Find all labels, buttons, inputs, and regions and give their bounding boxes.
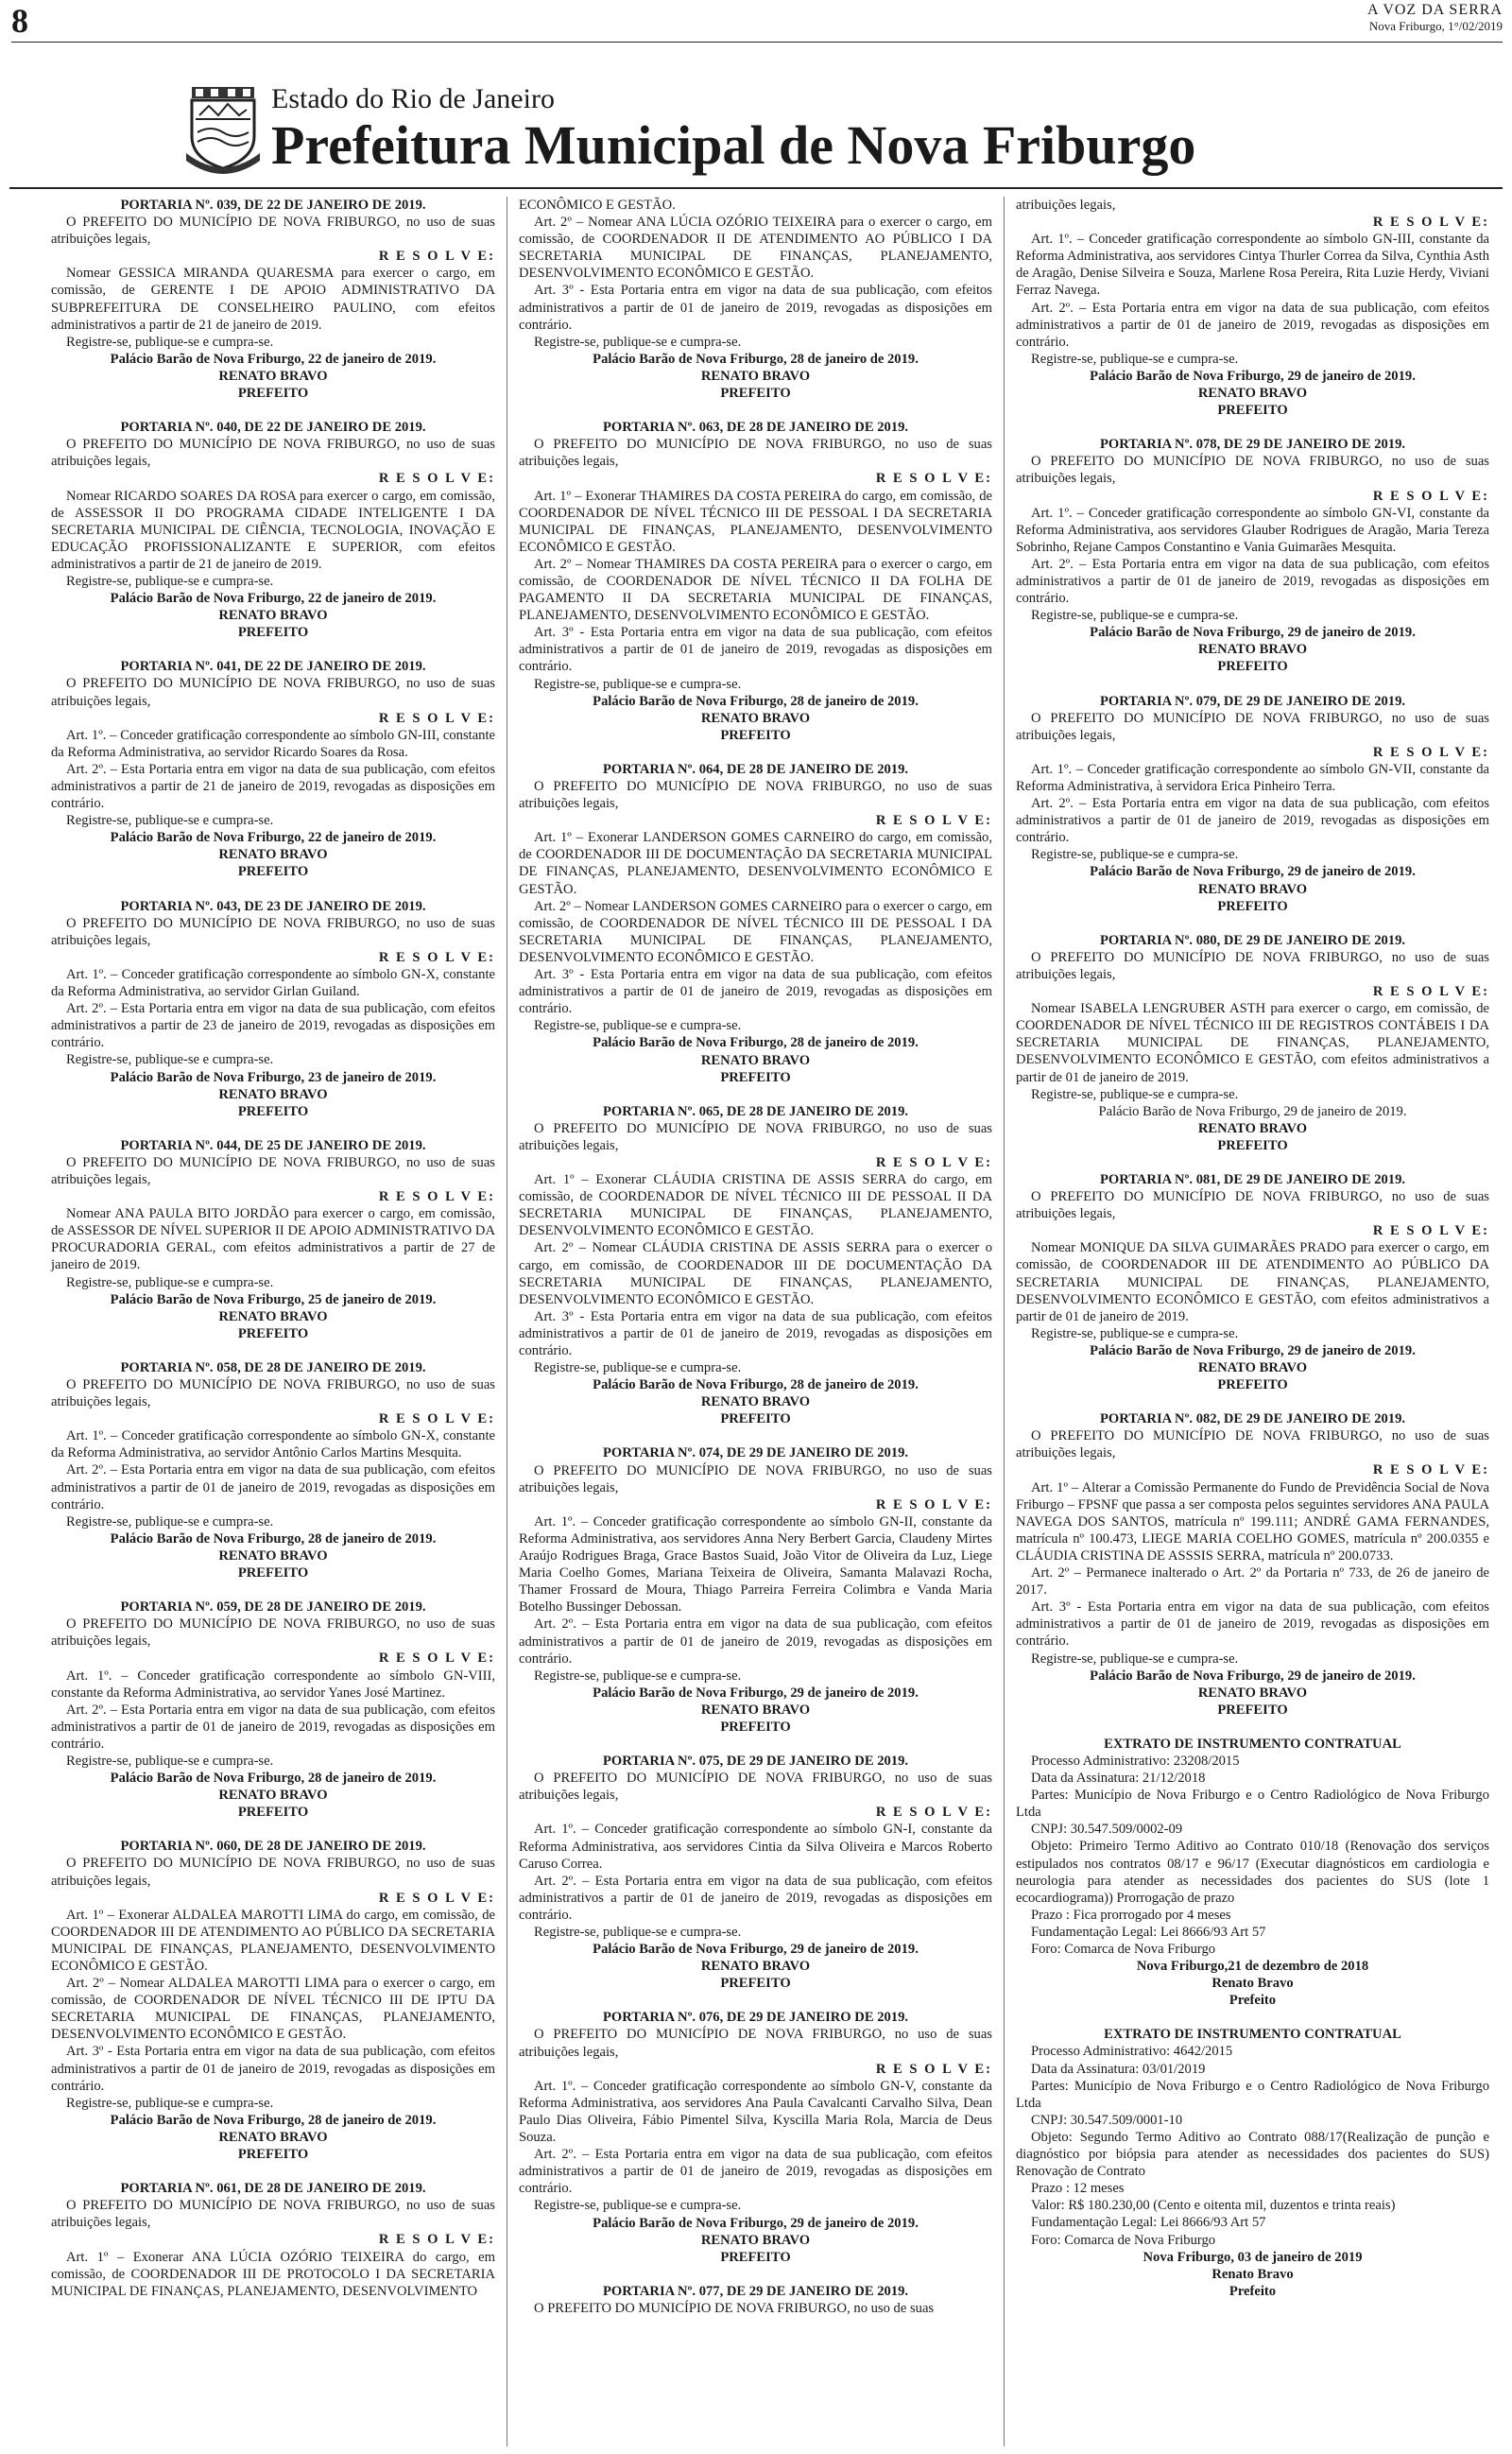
- paragraph: Art. 2º – Nomear ANA LÚCIA OZÓRIO TEIXEIRA para o exercer o cargo, em comissão, de COORDENADOR II DE ATENDIMENTO AO PÚBLICO I DA SECRETARIA MUNICIPAL DE FINANÇAS, PLANEJAMENTO, DESENVOLVIMENTO ECONÔMICO E GESTÃO.: [519, 215, 992, 282]
- paragraph: O PREFEITO DO MUNICÍPIO DE NOVA FRIBURGO, no uso de suas atribuições legais,: [519, 779, 992, 812]
- document-heading: Palácio Barão de Nova Friburgo, 23 de janeiro de 2019.: [110, 1069, 437, 1085]
- paragraph: Art. 3º - Esta Portaria entra em vigor na data de sua publicação, com efeitos administrativos a partir de 01 de janeiro de 2019, revogadas as disposições em contrário.: [519, 283, 992, 333]
- paragraph: Registre-se, publique-se e cumpra-se.: [534, 2198, 742, 2214]
- paragraph: O PREFEITO DO MUNICÍPIO DE NOVA FRIBURGO, no uso de suas atribuições legais,: [51, 915, 495, 948]
- paragraph: O PREFEITO DO MUNICÍPIO DE NOVA FRIBURGO, no uso de suas: [534, 2300, 935, 2316]
- paragraph: Registre-se, publique-se e cumpra-se.: [534, 676, 742, 692]
- document-heading: RENATO BRAVO: [1197, 1360, 1308, 1375]
- document-heading: PREFEITO: [720, 1069, 791, 1085]
- document-heading: Palácio Barão de Nova Friburgo, 28 de janeiro de 2019.: [593, 351, 919, 367]
- document-heading: PORTARIA Nº. 082, DE 29 DE JANEIRO DE 2019.: [1099, 1411, 1406, 1427]
- publication-name: A VOZ DA SERRA: [1366, 2, 1503, 18]
- document-heading: PORTARIA Nº. 065, DE 28 DE JANEIRO DE 2019.: [602, 1103, 909, 1119]
- paragraph: Nomear GESSICA MIRANDA QUARESMA para exercer o cargo, em comissão, de GERENTE I DE APOIO ADMINISTRATIVO DA SUBPREFEITURA DE CONSELHEIRO PAULINO, com efeitos administrativos a partir de 21 de janeiro de 2019.: [51, 266, 495, 333]
- portaria-block: [519, 2283, 992, 2317]
- paragraph: Registre-se, publique-se e cumpra-se.: [534, 334, 742, 350]
- paragraph: Art. 3º - Esta Portaria entra em vigor na data de sua publicação, com efeitos administrativos a partir de 01 de janeiro de 2019, revogadas as disposições em contrário.: [519, 1308, 992, 1358]
- paragraph: O PREFEITO DO MUNICÍPIO DE NOVA FRIBURGO, no uso de suas atribuições legais,: [1016, 710, 1489, 743]
- document-heading: Prefeito: [1228, 2283, 1277, 2299]
- document-heading: RENATO BRAVO: [700, 1394, 811, 1410]
- document-heading: PORTARIA Nº. 058, DE 28 DE JANEIRO DE 2019.: [120, 1359, 426, 1375]
- paragraph: Art. 1º. – Conceder gratificação correspondente ao símbolo GN-III, constante da Reforma Administrativa, aos servidores Cintya Thurler Correa da Silva, Cynthia Asth de Aragão, Denise Silveira e Souza, Marlene Rosa Pereira, Rita Luzie Herdy, Viviani Ferraz Navega.: [1016, 232, 1489, 299]
- paragraph: Prazo : 12 meses: [1031, 2181, 1125, 2197]
- paragraph: Objeto: Primeiro Termo Aditivo ao Contrato 010/18 (Renovação dos serviços estipulados nos contratos 08/17 e 96/17 (Executar diagnósticos em cardiologia e neurologia para atender as necessidades dos pacientes do SUS (lote 1 ecocardiograma)) Prorrogação de prazo: [1016, 1839, 1489, 1906]
- resolve-label: R E S O L V E:: [1372, 744, 1489, 760]
- document-heading: RENATO BRAVO: [700, 368, 811, 384]
- paragraph: Art. 2º. – Esta Portaria entra em vigor na data de sua publicação, com efeitos administrativos a partir de 01 de janeiro de 2019, revogadas as disposições em contrário.: [519, 1873, 992, 1923]
- document-heading: Palácio Barão de Nova Friburgo, 25 de janeiro de 2019.: [110, 1291, 437, 1307]
- paragraph: Registre-se, publique-se e cumpra-se.: [66, 2095, 274, 2111]
- document-heading: PREFEITO: [237, 1325, 309, 1341]
- document-heading: Nova Friburgo,21 de dezembro de 2018: [1136, 1959, 1369, 1975]
- portaria-block: [51, 197, 495, 402]
- paragraph: Art. 1º. – Conceder gratificação correspondente ao símbolo GN-I, constante da Reforma Administrativa, aos servidores Cintia da Silva Oliveira e Marcos Roberto Caruso Correa.: [519, 1822, 992, 1872]
- paragraph: Registre-se, publique-se e cumpra-se.: [1031, 847, 1239, 863]
- resolve-label: R E S O L V E:: [1372, 1223, 1489, 1239]
- resolve-label: R E S O L V E:: [1372, 1462, 1489, 1478]
- document-heading: PREFEITO: [1217, 1137, 1288, 1153]
- portaria-block: [1016, 197, 1489, 419]
- paragraph: Art. 1º. – Conceder gratificação correspondente ao símbolo GN-VIII, constante da Reforma Administrativa, ao servidor Yanes José Martinez.: [51, 1668, 495, 1701]
- paragraph: Art. 1º. – Conceder gratificação correspondente ao símbolo GN-II, constante da Reforma Administrativa, aos servidores Anna Nery Berbert Garcia, Claudeny Mirtes Araújo Rodrigues Braga, Grace Bastos Suaid, João Vitor de Oliveira da Luz, Liege Maria Coelho Gomes, Mariana Teixeira de Oliveira, Samanta Malavazi Rocha, Thamer Frossard de Moura, Thiago Parreira Ferreira Colimbra e Vanda Maria Botelho Bussinger Debossan.: [519, 1513, 992, 1616]
- paragraph: Registre-se, publique-se e cumpra-se.: [66, 334, 274, 350]
- document-heading: PREFEITO: [720, 2249, 791, 2265]
- paragraph: Registre-se, publique-se e cumpra-se.: [66, 1274, 274, 1290]
- document-heading: RENATO BRAVO: [218, 2129, 328, 2145]
- document-heading: Renato Bravo: [1211, 1976, 1294, 1992]
- paragraph: O PREFEITO DO MUNICÍPIO DE NOVA FRIBURGO, no uso de suas atribuições legais,: [51, 2198, 495, 2231]
- document-heading: PORTARIA Nº. 064, DE 28 DE JANEIRO DE 2019.: [602, 761, 909, 777]
- document-heading: PORTARIA Nº. 059, DE 28 DE JANEIRO DE 2019.: [120, 1599, 426, 1616]
- document-heading: PREFEITO: [237, 1565, 309, 1581]
- document-heading: PREFEITO: [720, 386, 791, 402]
- document-heading: PREFEITO: [720, 1411, 791, 1427]
- portaria-block: [51, 1137, 495, 1342]
- paragraph: Foro: Comarca de Nova Friburgo: [1031, 1942, 1216, 1957]
- coat-of-arms-icon: [184, 87, 262, 178]
- paragraph: Art. 2º – Permanece inalterado o Art. 2º da Portaria nº 733, de 26 de janeiro de 2017.: [1016, 1565, 1489, 1599]
- paragraph: Art. 2º. – Esta Portaria entra em vigor na data de sua publicação, com efeitos administrativos a partir de 01 de janeiro de 2019, revogadas as disposições em contrário.: [51, 1462, 495, 1512]
- paragraph: Registre-se, publique-se e cumpra-se.: [66, 813, 274, 829]
- paragraph: Registre-se, publique-se e cumpra-se.: [66, 1052, 274, 1068]
- document-heading: RENATO BRAVO: [700, 1959, 811, 1975]
- document-heading: PORTARIA Nº. 043, DE 23 DE JANEIRO DE 2019.: [120, 898, 426, 914]
- resolve-label: R E S O L V E:: [378, 1411, 495, 1427]
- document-heading: Palácio Barão de Nova Friburgo, 28 de janeiro de 2019.: [593, 1035, 919, 1051]
- portaria-block: [1016, 932, 1489, 1154]
- document-heading: RENATO BRAVO: [1197, 386, 1308, 402]
- document-heading: Palácio Barão de Nova Friburgo, 28 de janeiro de 2019.: [110, 2112, 437, 2128]
- paragraph: Art. 2º – Nomear LANDERSON GOMES CARNEIRO para o exercer o cargo, em comissão, de COORDENADOR DE NÍVEL TÉCNICO III DE PESSOAL I DA SECRETARIA MUNICIPAL DE FINANÇAS, PLANEJAMENTO, DESENVOLVIMENTO ECONÔMICO E GESTÃO.: [519, 898, 992, 965]
- portaria-block: [519, 1753, 992, 1992]
- document-heading: PREFEITO: [720, 1976, 791, 1992]
- document-heading: Palácio Barão de Nova Friburgo, 22 de janeiro de 2019.: [110, 591, 437, 607]
- paragraph: Fundamentação Legal: Lei 8666/93 Art 57: [1031, 1924, 1266, 1940]
- portaria-block: [519, 1103, 992, 1428]
- document-heading: RENATO BRAVO: [700, 1702, 811, 1718]
- document-heading: Palácio Barão de Nova Friburgo, 29 de janeiro de 2019.: [1090, 625, 1416, 641]
- document-heading: PREFEITO: [1217, 1702, 1288, 1718]
- document-heading: PREFEITO: [237, 625, 309, 641]
- portaria-block: [1016, 436, 1489, 675]
- paragraph: Prazo : Fica prorrogado por 4 meses: [1031, 1907, 1231, 1923]
- document-heading: RENATO BRAVO: [1197, 642, 1308, 658]
- document-heading: PORTARIA Nº. 061, DE 28 DE JANEIRO DE 2019.: [120, 2181, 426, 2197]
- portaria-block: [51, 1599, 495, 1821]
- paragraph: Art. 2º. – Esta Portaria entra em vigor na data de sua publicação, com efeitos administrativos a partir de 23 de janeiro de 2019, revogadas as disposições em contrário.: [51, 1001, 495, 1051]
- document-heading: PREFEITO: [1217, 1377, 1288, 1393]
- document-heading: EXTRATO DE INSTRUMENTO CONTRATUAL: [1104, 2027, 1401, 2043]
- resolve-label: R E S O L V E:: [875, 2061, 992, 2077]
- paragraph: O PREFEITO DO MUNICÍPIO DE NOVA FRIBURGO, no uso de suas atribuições legais,: [519, 1771, 992, 1804]
- resolve-label: R E S O L V E:: [378, 249, 495, 265]
- paragraph: Data da Assinatura: 03/01/2019: [1031, 2061, 1206, 2077]
- document-heading: PORTARIA Nº. 076, DE 29 DE JANEIRO DE 2019.: [602, 2010, 909, 2026]
- document-heading: RENATO BRAVO: [700, 710, 811, 726]
- paragraph-continuation: ECONÔMICO E GESTÃO.: [519, 198, 676, 213]
- resolve-label: R E S O L V E:: [378, 1189, 495, 1205]
- publication-info: [1367, 2, 1503, 34]
- paragraph: O PREFEITO DO MUNICÍPIO DE NOVA FRIBURGO, no uso de suas atribuições legais,: [1016, 1428, 1489, 1461]
- document-heading: RENATO BRAVO: [218, 1308, 328, 1324]
- document-heading: RENATO BRAVO: [218, 847, 328, 863]
- document-heading: RENATO BRAVO: [700, 2232, 811, 2248]
- paragraph: Art. 1º – Exonerar THAMIRES DA COSTA PEREIRA do cargo, em comissão, de COORDENADOR DE NÍVEL TÉCNICO III DE PESSOAL I DA SECRETARIA MUNICIPAL DE FINANÇAS, PLANEJAMENTO, DESENVOLVIMENTO ECONÔMICO E GESTÃO.: [519, 488, 992, 555]
- paragraph: Art. 2º. – Esta Portaria entra em vigor na data de sua publicação, com efeitos administrativos a partir de 01 de janeiro de 2019, revogadas as disposições em contrário.: [1016, 556, 1489, 607]
- document-heading: Palácio Barão de Nova Friburgo, 29 de janeiro de 2019.: [1090, 1668, 1416, 1684]
- document-heading: PORTARIA Nº. 063, DE 28 DE JANEIRO DE 2019.: [602, 420, 909, 436]
- paragraph: Art. 1º. – Conceder gratificação correspondente ao símbolo GN-III, constante da Reforma Administrativa, ao servidor Ricardo Soares da Rosa.: [51, 727, 495, 760]
- document-heading: Palácio Barão de Nova Friburgo, 29 de janeiro de 2019.: [593, 1685, 919, 1701]
- resolve-label: R E S O L V E:: [378, 949, 495, 965]
- resolve-label: R E S O L V E:: [875, 1496, 992, 1512]
- paragraph: Art. 1º. – Conceder gratificação correspondente ao símbolo GN-VII, constante da Reforma Administrativa, à servidora Erica Pinheiro Terra.: [1016, 761, 1489, 794]
- paragraph: O PREFEITO DO MUNICÍPIO DE NOVA FRIBURGO, no uso de suas atribuições legais,: [1016, 949, 1489, 982]
- paragraph: Registre-se, publique-se e cumpra-se.: [1031, 351, 1239, 367]
- paragraph: Art. 1º – Exonerar CLÁUDIA CRISTINA DE ASSIS SERRA do cargo, em comissão, de COORDENADOR DE NÍVEL TÉCNICO III DE PESSOAL II DA SECRETARIA MUNICIPAL DE FINANÇAS, PLANEJAMENTO, DESENVOLVIMENTO ECONÔMICO E GESTÃO.: [519, 1172, 992, 1239]
- document-heading: PREFEITO: [1217, 659, 1288, 675]
- column-2: [507, 197, 1004, 2446]
- paragraph: Art. 3º - Esta Portaria entra em vigor na data de sua publicação, com efeitos administrativos a partir de 01 de janeiro de 2019, revogadas as disposições em contrário.: [519, 625, 992, 675]
- paragraph: Nomear ISABELA LENGRUBER ASTH para exercer o cargo, em comissão, de COORDENADOR DE NÍVEL TÉCNICO III DE REGISTROS CONTÁBEIS I DA SECRETARIA MUNICIPAL DE FINANÇAS, PLANEJAMENTO, DESENVOLVIMENTO ECONÔMICO E GESTÃO, com efeitos administrativos a partir de 01 de janeiro de 2019.: [1016, 1001, 1489, 1085]
- document-heading: PREFEITO: [1217, 898, 1288, 914]
- paragraph: Art. 1º – Exonerar LANDERSON GOMES CARNEIRO do cargo, em comissão, de COORDENADOR III DE DOCUMENTAÇÃO DA SECRETARIA MUNICIPAL DE FINANÇAS, PLANEJAMENTO, DESENVOLVIMENTO ECONÔMICO E GESTÃO.: [519, 830, 992, 897]
- portaria-block: [1016, 1171, 1489, 1393]
- portaria-block: [1016, 693, 1489, 915]
- document-heading: RENATO BRAVO: [1197, 881, 1308, 897]
- document-heading: PORTARIA Nº. 039, DE 22 DE JANEIRO DE 2019.: [120, 198, 426, 213]
- paragraph: Art. 1º – Alterar a Comissão Permanente do Fundo de Previdência Social de Nova Friburgo – FPSNF que passa a ser composta pelos seguintes servidores ANA PAULA NAVEGA DOS SANTOS, matrícula nº 199.111; ANDRÉ GAMA FERNANDES, matrícula nº 100.473, LIEGE MARIA COELHO GOMES, matrícula nº 200.0355 e CLÁUDIA CRISTINA DE ASSSIS SERRA, matrícula nº 200.0733.: [1016, 1479, 1489, 1564]
- document-heading: Palácio Barão de Nova Friburgo, 28 de janeiro de 2019.: [110, 1530, 437, 1547]
- paragraph: Art. 2º. – Esta Portaria entra em vigor na data de sua publicação, com efeitos administrativos a partir de 01 de janeiro de 2019, revogadas as disposições em contrário.: [51, 1702, 495, 1752]
- document-heading: Renato Bravo: [1211, 2266, 1294, 2282]
- portaria-block: [519, 1444, 992, 1736]
- document-heading: PORTARIA Nº. 078, DE 29 DE JANEIRO DE 2019.: [1099, 437, 1406, 453]
- portaria-block: [1016, 2026, 1489, 2300]
- paragraph: Art. 3º - Esta Portaria entra em vigor na data de sua publicação, com efeitos administrativos a partir de 01 de janeiro de 2019, revogadas as disposições em contrário.: [51, 2044, 495, 2094]
- paragraph: O PREFEITO DO MUNICÍPIO DE NOVA FRIBURGO, no uso de suas atribuições legais,: [51, 1377, 495, 1410]
- paragraph: Registre-se, publique-se e cumpra-se.: [66, 573, 274, 589]
- paragraph: Art. 1º. – Conceder gratificação correspondente ao símbolo GN-X, constante da Reforma Administrativa, ao servidor Girlan Guiland.: [51, 966, 495, 1000]
- paragraph: Art. 3º - Esta Portaria entra em vigor na data de sua publicação, com efeitos administrativos a partir de 01 de janeiro de 2019, revogadas as disposições em contrário.: [1016, 1599, 1489, 1650]
- document-heading: Palácio Barão de Nova Friburgo, 29 de janeiro de 2019.: [1090, 368, 1416, 384]
- paragraph: Fundamentação Legal: Lei 8666/93 Art 57: [1031, 2215, 1266, 2231]
- portaria-block: [519, 419, 992, 744]
- content-columns: [9, 197, 1503, 2446]
- document-heading: RENATO BRAVO: [700, 1052, 811, 1068]
- portaria-block: [519, 761, 992, 1086]
- document-heading: Palácio Barão de Nova Friburgo, 29 de janeiro de 2019.: [1090, 1342, 1416, 1358]
- paragraph: Registre-se, publique-se e cumpra-se.: [66, 1513, 274, 1529]
- column-1: [9, 197, 507, 2446]
- column-3: [1004, 197, 1501, 2446]
- paragraph: Valor: R$ 180.230,00 (Cento e oitenta mil, duzentos e trinta reais): [1031, 2198, 1396, 2214]
- document-heading: Palácio Barão de Nova Friburgo, 29 de janeiro de 2019.: [593, 1942, 919, 1958]
- document-heading: Nova Friburgo, 03 de janeiro de 2019: [1143, 2249, 1363, 2265]
- paragraph: O PREFEITO DO MUNICÍPIO DE NOVA FRIBURGO, no uso de suas atribuições legais,: [51, 1154, 495, 1187]
- paragraph: Partes: Município de Nova Friburgo e o Centro Radiológico de Nova Friburgo Ltda: [1016, 1788, 1489, 1821]
- document-heading: RENATO BRAVO: [218, 1788, 328, 1804]
- portaria-block: [519, 2009, 992, 2265]
- paragraph: Registre-se, publique-se e cumpra-se.: [1031, 1650, 1239, 1667]
- portaria-block: [1016, 1736, 1489, 2010]
- page-header: [11, 0, 1503, 43]
- document-heading: PORTARIA Nº. 060, DE 28 DE JANEIRO DE 2019.: [120, 1839, 426, 1855]
- resolve-label: R E S O L V E:: [378, 471, 495, 487]
- paragraph: Registre-se, publique-se e cumpra-se.: [534, 1018, 742, 1034]
- document-heading: RENATO BRAVO: [218, 1547, 328, 1564]
- document-heading: RENATO BRAVO: [218, 368, 328, 384]
- document-heading: PREFEITO: [237, 386, 309, 402]
- resolve-label: R E S O L V E:: [378, 1890, 495, 1906]
- resolve-label: R E S O L V E:: [875, 471, 992, 487]
- portaria-block: [519, 197, 992, 402]
- resolve-label: R E S O L V E:: [378, 1650, 495, 1667]
- document-heading: PORTARIA Nº. 075, DE 29 DE JANEIRO DE 2019.: [602, 1754, 909, 1770]
- paragraph: Art. 2º. – Esta Portaria entra em vigor na data de sua publicação, com efeitos administrativos a partir de 01 de janeiro de 2019, revogadas as disposições em contrário.: [519, 1616, 992, 1667]
- portaria-block: [1016, 1410, 1489, 1719]
- paragraph: O PREFEITO DO MUNICÍPIO DE NOVA FRIBURGO, no uso de suas atribuições legais,: [51, 215, 495, 248]
- document-heading: Palácio Barão de Nova Friburgo, 22 de janeiro de 2019.: [110, 351, 437, 367]
- paragraph: CNPJ: 30.547.509/0001-10: [1031, 2112, 1183, 2128]
- paragraph: O PREFEITO DO MUNICÍPIO DE NOVA FRIBURGO, no uso de suas atribuições legais,: [1016, 1189, 1489, 1222]
- portaria-block: [51, 898, 495, 1120]
- paragraph: Art. 1º – Exonerar ALDALEA MAROTTI LIMA do cargo, em comissão, de COORDENADOR III DE ATENDIMENTO AO PÚBLICO DA SECRETARIA MUNICIPAL DE FINANÇAS, PLANEJAMENTO, DESENVOLVIMENTO ECONÔMICO E GESTÃO.: [51, 1907, 495, 1974]
- paragraph: O PREFEITO DO MUNICÍPIO DE NOVA FRIBURGO, no uso de suas atribuições legais,: [519, 2027, 992, 2060]
- state-name: Estado do Rio de Janeiro: [271, 83, 555, 114]
- paragraph: Art. 2º. – Esta Portaria entra em vigor na data de sua publicação, com efeitos administrativos a partir de 01 de janeiro de 2019, revogadas as disposições em contrário.: [1016, 300, 1489, 350]
- paragraph: Art. 1º – Exonerar ANA LÚCIA OZÓRIO TEIXEIRA do cargo, em comissão, de COORDENADOR III DE PROTOCOLO I DA SECRETARIA MUNICIPAL DE FINANÇAS, PLANEJAMENTO, DESENVOLVIMENTO: [51, 2249, 495, 2299]
- document-heading: EXTRATO DE INSTRUMENTO CONTRATUAL: [1104, 1736, 1401, 1752]
- paragraph: O PREFEITO DO MUNICÍPIO DE NOVA FRIBURGO, no uso de suas atribuições legais,: [51, 437, 495, 470]
- paragraph: O PREFEITO DO MUNICÍPIO DE NOVA FRIBURGO, no uso de suas atribuições legais,: [51, 676, 495, 709]
- document-heading: RENATO BRAVO: [1197, 1120, 1308, 1136]
- paragraph: Art. 2º. – Esta Portaria entra em vigor na data de sua publicação, com efeitos administrativos a partir de 01 de janeiro de 2019, revogadas as disposições em contrário.: [1016, 796, 1489, 846]
- document-heading: Palácio Barão de Nova Friburgo, 28 de janeiro de 2019.: [593, 693, 919, 709]
- document-heading: PREFEITO: [237, 864, 309, 880]
- paragraph: Registre-se, publique-se e cumpra-se.: [1031, 1325, 1239, 1341]
- document-heading: PREFEITO: [720, 727, 791, 743]
- document-heading: PORTARIA Nº. 074, DE 29 DE JANEIRO DE 2019.: [602, 1445, 909, 1461]
- paragraph: O PREFEITO DO MUNICÍPIO DE NOVA FRIBURGO, no uso de suas atribuições legais,: [519, 437, 992, 470]
- paragraph: O PREFEITO DO MUNICÍPIO DE NOVA FRIBURGO, no uso de suas atribuições legais,: [51, 1856, 495, 1889]
- portaria-block: [51, 658, 495, 880]
- document-heading: PORTARIA Nº. 080, DE 29 DE JANEIRO DE 2019.: [1099, 932, 1406, 948]
- paragraph: Processo Administrativo: 4642/2015: [1031, 2044, 1233, 2060]
- paragraph: Art. 2º – Nomear CLÁUDIA CRISTINA DE ASSIS SERRA para o exercer o cargo, em comissão, de COORDENADOR III DE DOCUMENTAÇÃO DA SECRETARIA MUNICIPAL DE FINANÇAS, PLANEJAMENTO, DESENVOLVIMENTO ECONÔMICO E GESTÃO.: [519, 1240, 992, 1307]
- document-heading: Palácio Barão de Nova Friburgo, 29 de janeiro de 2019.: [593, 2215, 919, 2231]
- paragraph: Art. 2º – Nomear THAMIRES DA COSTA PEREIRA para o exercer o cargo, em comissão, de COORDENADOR DE NÍVEL TÉCNICO II DA FOLHA DE PAGAMENTO II DA SECRETARIA MUNICIPAL DE FINANÇAS, PLANEJAMENTO, DESENVOLVIMENTO ECONÔMICO E GESTÃO.: [519, 556, 992, 624]
- paragraph: Nomear MONIQUE DA SILVA GUIMARÃES PRADO para exercer o cargo, em comissão, de COORDENADOR III DE ATENDIMENTO AO PÚBLICO DA SECRETARIA MUNICIPAL DE FINANÇAS, PLANEJAMENTO, DESENVOLVIMENTO ECONÔMICO E GESTÃO, com efeitos administrativos a partir de 01 de janeiro de 2019.: [1016, 1240, 1489, 1324]
- paragraph: Art. 1º. – Conceder gratificação correspondente ao símbolo GN-VI, constante da Reforma Administrativa, aos servidores Glauber Rodrigues de Aragão, Maria Tereza Sobrinho, Rejane Campos Constantino e Vania Guimarães Mesquita.: [1016, 505, 1489, 555]
- document-heading: Palácio Barão de Nova Friburgo, 28 de janeiro de 2019.: [593, 1377, 919, 1393]
- portaria-block: [51, 419, 495, 641]
- document-heading: PORTARIA Nº. 040, DE 22 DE JANEIRO DE 2019.: [120, 420, 426, 436]
- paragraph: Art. 2º. – Esta Portaria entra em vigor na data de sua publicação, com efeitos administrativos a partir de 21 de janeiro de 2019, revogadas as disposições em contrário.: [51, 761, 495, 812]
- portaria-block: [51, 2180, 495, 2300]
- paragraph: Art. 3º - Esta Portaria entra em vigor na data de sua publicação, com efeitos administrativos a partir de 01 de janeiro de 2019, revogadas as disposições em contrário.: [519, 967, 992, 1017]
- paragraph: Data da Assinatura: 21/12/2018: [1031, 1771, 1206, 1787]
- header-divider: [9, 187, 1503, 189]
- resolve-label: R E S O L V E:: [875, 813, 992, 829]
- document-heading: Palácio Barão de Nova Friburgo, 28 de janeiro de 2019.: [110, 1771, 437, 1787]
- paragraph: Art. 1º. – Conceder gratificação correspondente ao símbolo GN-X, constante da Reforma Administrativa, ao servidor Antônio Carlos Martins Mesquita.: [51, 1428, 495, 1461]
- paragraph: Art. 1º. – Conceder gratificação correspondente ao símbolo GN-V, constante da Reforma Administrativa, aos servidores Ana Paula Cavalcanti Carvalho Silva, Dean Paulo Dias Oliveira, Fábio Pimentel Silva, Kyscilla Maria Rola, Marcia de Deus Souza.: [519, 2078, 992, 2146]
- document-heading: PREFEITO: [720, 1719, 791, 1735]
- paragraph: Registre-se, publique-se e cumpra-se.: [534, 1668, 742, 1684]
- resolve-label: R E S O L V E:: [875, 1154, 992, 1170]
- paragraph-continuation: atribuições legais,: [1016, 198, 1116, 213]
- paragraph: Objeto: Segundo Termo Aditivo ao Contrato 088/17(Realização de punção e diagnóstico por biópsia para atender as necessidades dos pacientes do SUS) Renovação de Contrato: [1016, 2129, 1489, 2180]
- paragraph: O PREFEITO DO MUNICÍPIO DE NOVA FRIBURGO, no uso de suas atribuições legais,: [51, 1616, 495, 1650]
- paragraph: Registre-se, publique-se e cumpra-se.: [1031, 608, 1239, 624]
- document-heading: PREFEITO: [237, 2147, 309, 2163]
- office-title: Prefeitura Municipal de Nova Friburgo: [271, 114, 1196, 176]
- paragraph: Foro: Comarca de Nova Friburgo: [1031, 2232, 1216, 2248]
- document-heading: PREFEITO: [237, 1805, 309, 1821]
- document-heading: RENATO BRAVO: [218, 608, 328, 624]
- document-heading: PORTARIA Nº. 077, DE 29 DE JANEIRO DE 2019.: [602, 2283, 909, 2299]
- resolve-label: R E S O L V E:: [378, 2232, 495, 2248]
- paragraph: Partes: Município de Nova Friburgo e o Centro Radiológico de Nova Friburgo Ltda: [1016, 2078, 1489, 2111]
- paragraph: O PREFEITO DO MUNICÍPIO DE NOVA FRIBURGO, no uso de suas atribuições legais,: [519, 1120, 992, 1153]
- document-heading: PORTARIA Nº. 079, DE 29 DE JANEIRO DE 2019.: [1099, 693, 1406, 709]
- masthead: [184, 70, 1394, 176]
- paragraph: Nomear RICARDO SOARES DA ROSA para exercer o cargo, em comissão, de ASSESSOR II DO PROGRAMA CIDADE INTELIGENTE I DA SECRETARIA MUNICIPAL DE CIÊNCIA, TECNOLOGIA, INOVAÇÃO E EDUCAÇÃO PROFISSIONALIZANTE E SUPERIOR, com efeitos administrativos a partir de 21 de janeiro de 2019.: [51, 488, 495, 572]
- publication-date: Nova Friburgo, 1°/02/2019: [1368, 19, 1503, 33]
- portaria-block: [51, 1359, 495, 1581]
- resolve-label: R E S O L V E:: [1372, 488, 1489, 504]
- document-heading: Palácio Barão de Nova Friburgo, 22 de janeiro de 2019.: [110, 830, 437, 846]
- resolve-label: R E S O L V E:: [875, 1805, 992, 1821]
- document-heading: PREFEITO: [1217, 403, 1288, 419]
- paragraph: Processo Administrativo: 23208/2015: [1031, 1753, 1240, 1769]
- document-heading: RENATO BRAVO: [218, 1086, 328, 1102]
- page-number: 8: [11, 2, 28, 40]
- paragraph: Registre-se, publique-se e cumpra-se.: [534, 1360, 742, 1376]
- portaria-block: [51, 1838, 495, 2163]
- centered-line: Palácio Barão de Nova Friburgo, 29 de janeiro de 2019.: [1098, 1103, 1407, 1119]
- resolve-label: R E S O L V E:: [378, 710, 495, 726]
- paragraph: Registre-se, publique-se e cumpra-se.: [534, 1925, 742, 1940]
- resolve-label: R E S O L V E:: [1372, 984, 1489, 1000]
- paragraph: O PREFEITO DO MUNICÍPIO DE NOVA FRIBURGO, no uso de suas atribuições legais,: [519, 1462, 992, 1495]
- paragraph: CNPJ: 30.547.509/0002-09: [1031, 1822, 1183, 1838]
- document-heading: PREFEITO: [237, 1103, 309, 1119]
- resolve-label: R E S O L V E:: [1372, 215, 1489, 231]
- paragraph: Art. 2º – Nomear ALDALEA MAROTTI LIMA para o exercer o cargo, em comissão, de COORDENADOR DE NÍVEL TÉCNICO III DE IPTU DA SECRETARIA MUNICIPAL DE FINANÇAS, PLANEJAMENTO, DESENVOLVIMENTO ECONÔMICO E GESTÃO.: [51, 1976, 495, 2043]
- document-heading: PORTARIA Nº. 044, DE 25 DE JANEIRO DE 2019.: [120, 1137, 426, 1153]
- paragraph: Art. 2º. – Esta Portaria entra em vigor na data de sua publicação, com efeitos administrativos a partir de 01 de janeiro de 2019, revogadas as disposições em contrário.: [519, 2147, 992, 2197]
- paragraph: Nomear ANA PAULA BITO JORDÃO para exercer o cargo, em comissão, de ASSESSOR DE NÍVEL SUPERIOR II DE APOIO ADMINISTRATIVO DA PROCURADORIA GERAL, com efeitos administrativos a partir de 27 de janeiro de 2019.: [51, 1206, 495, 1273]
- document-heading: PORTARIA Nº. 081, DE 29 DE JANEIRO DE 2019.: [1099, 1171, 1406, 1187]
- document-heading: RENATO BRAVO: [1197, 1685, 1308, 1701]
- document-heading: Palácio Barão de Nova Friburgo, 29 de janeiro de 2019.: [1090, 864, 1416, 880]
- paragraph: Registre-se, publique-se e cumpra-se.: [66, 1753, 274, 1769]
- document-heading: PORTARIA Nº. 041, DE 22 DE JANEIRO DE 2019.: [120, 659, 426, 675]
- document-heading: Prefeito: [1228, 1993, 1277, 2009]
- paragraph: O PREFEITO DO MUNICÍPIO DE NOVA FRIBURGO, no uso de suas atribuições legais,: [1016, 454, 1489, 487]
- paragraph: Registre-se, publique-se e cumpra-se.: [1031, 1086, 1239, 1102]
